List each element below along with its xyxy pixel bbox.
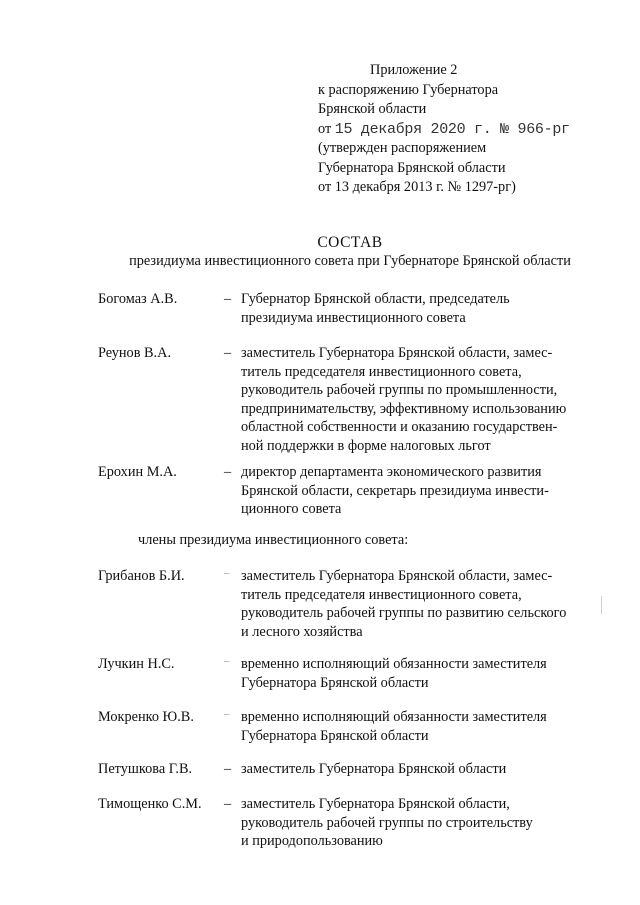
member-role <box>241 795 601 851</box>
annex-line: Брянской области <box>318 101 427 117</box>
member-dash: – <box>224 796 232 812</box>
member-name: Ерохин М.А. <box>98 464 177 480</box>
annex-header <box>318 61 618 198</box>
role-line: предпринимательству, эффективному использованию <box>241 400 567 417</box>
member-role <box>241 655 601 692</box>
document-subtitle: президиума инвестиционного совета при Губернаторе Брянской области <box>129 253 571 269</box>
role-line: временно исполняющий обязанности заместителя <box>241 656 547 672</box>
role-line: временно исполняющий обязанности заместителя <box>241 709 547 725</box>
role-line: Губернатор Брянской области, председатель <box>241 291 510 307</box>
member-role <box>241 463 601 519</box>
role-line: и природопользованию <box>241 833 383 849</box>
member-dash: – <box>224 291 232 307</box>
scan-edge-mark <box>601 596 602 614</box>
role-line: титель председателя инвестиционного совета, <box>241 586 522 603</box>
member-name: Тимощенко С.М. <box>98 796 202 812</box>
member-dash: – <box>224 708 230 720</box>
role-line: ционного совета <box>241 501 342 517</box>
member-name: Петушкова Г.В. <box>98 761 193 777</box>
member-name: Лучкин Н.С. <box>98 656 175 672</box>
role-line: заместитель Губернатора Брянской области <box>241 761 507 777</box>
member-dash: – <box>224 761 232 777</box>
members-caption: члены президиума инвестиционного совета: <box>138 532 409 548</box>
member-dash: – <box>224 464 232 480</box>
role-line: Брянской области, секретарь президиума инвести- <box>241 482 549 499</box>
member-role <box>241 344 601 455</box>
member-role <box>241 567 601 641</box>
role-line: директор департамента экономического развития <box>241 464 542 480</box>
document-title: СОСТАВ <box>317 234 383 251</box>
member-dash: – <box>224 345 232 361</box>
role-line: руководитель рабочей группы по промышленности, <box>241 382 558 398</box>
member-name: Богомаз А.В. <box>98 291 178 307</box>
member-dash: – <box>224 567 230 579</box>
member-name: Грибанов Б.И. <box>98 568 185 584</box>
role-line: ной поддержки в форме налоговых льгот <box>241 437 491 454</box>
member-dash: – <box>224 655 230 667</box>
member-role <box>241 708 601 745</box>
annex-date-line <box>318 120 618 140</box>
annex-date-prefix: от <box>318 120 332 137</box>
member-role <box>241 290 601 327</box>
member-role <box>241 760 601 779</box>
role-line: Губернатора Брянской области <box>241 727 429 744</box>
role-line: и лесного хозяйства <box>241 623 363 640</box>
role-line: заместитель Губернатора Брянской области, замес- <box>241 345 553 361</box>
role-line: областной собственности и оказанию государствен- <box>241 419 558 435</box>
role-line: руководитель рабочей группы по развитию сельского <box>241 605 567 621</box>
role-line: титель председателя инвестиционного совета, <box>241 363 522 380</box>
role-line: президиума инвестиционного совета <box>241 309 466 326</box>
approval-line: (утвержден распоряжением <box>318 140 487 156</box>
approval-line: от 13 декабря 2013 г. № 1297-рг) <box>318 179 516 195</box>
annex-line: к распоряжению Губернатора <box>318 81 499 98</box>
role-line: руководитель рабочей группы по строительству <box>241 814 533 831</box>
role-line: заместитель Губернатора Брянской области, замес- <box>241 568 553 584</box>
member-name: Мокренко Ю.В. <box>98 709 194 725</box>
annex-date-stamp: 15 декабря 2020 г. № 966-рг <box>334 120 570 138</box>
approval-line: Губернатора Брянской области <box>318 159 506 176</box>
role-line: Губернатора Брянской области <box>241 674 429 691</box>
annex-title: Приложение 2 <box>370 62 458 78</box>
member-name: Реунов В.А. <box>98 345 172 361</box>
role-line: заместитель Губернатора Брянской области, <box>241 796 510 812</box>
